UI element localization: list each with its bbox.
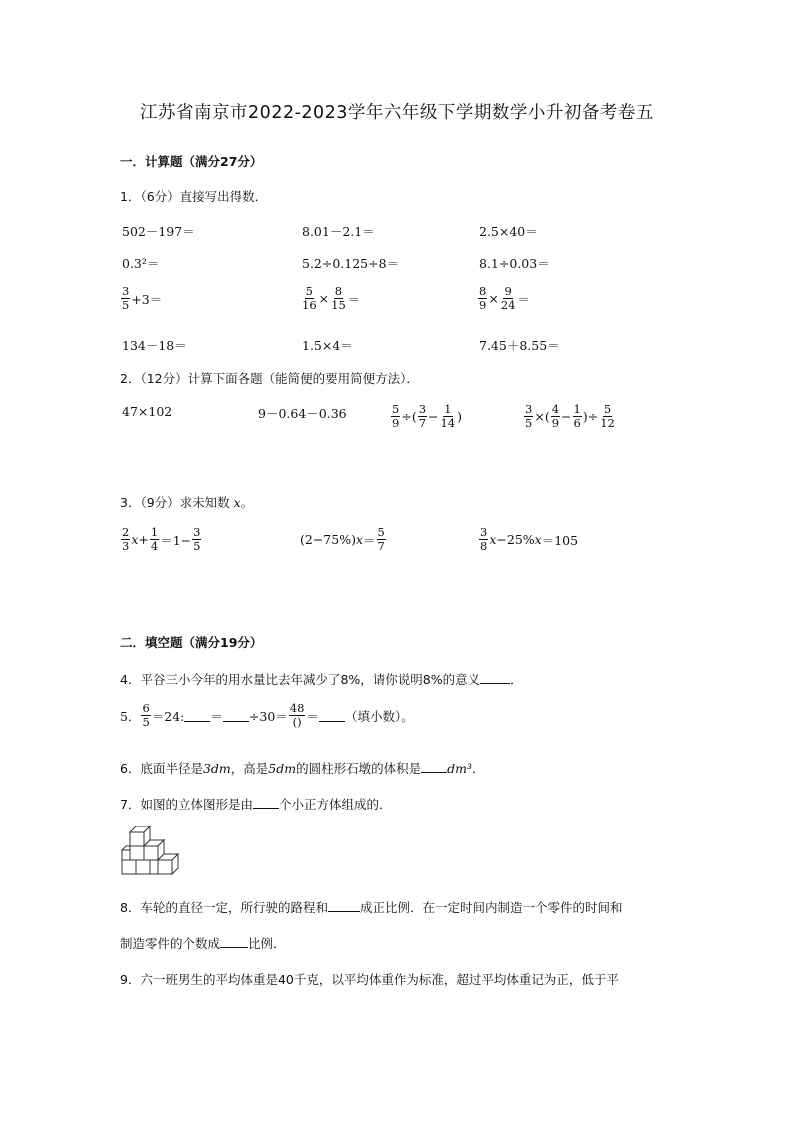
fraction: $\frac{5}{9}$ xyxy=(392,402,400,430)
cube-face xyxy=(144,846,158,860)
question-6: 6．底面半径是3dm，高是5dm的圆柱形石墩的体积是 dm³． xyxy=(120,761,485,776)
cube-face xyxy=(130,846,144,860)
q1-item-8: $\frac{5}{16}$ × $\frac{8}{15}$ ＝ xyxy=(302,284,361,312)
q1-item-1: 502－197＝ xyxy=(122,224,195,239)
fraction: $\frac{5}{16}$ xyxy=(302,284,317,312)
cube-face xyxy=(130,832,144,846)
answer-blank[interactable] xyxy=(223,709,249,722)
cube-face xyxy=(136,860,150,874)
answer-blank[interactable] xyxy=(253,796,279,809)
fraction: $\frac{6}{5}$ xyxy=(142,701,150,729)
fraction: $\frac{48}{()}$ xyxy=(289,701,305,729)
fraction: $\frac{1}{14}$ xyxy=(440,402,456,430)
section-2-heading: 二．填空题（满分19分） xyxy=(120,635,263,650)
question-5: 5． $\frac{6}{5}$ ＝24: ＝ ÷30＝ $\frac{48}{()}$ ＝ （填小数）。 xyxy=(120,701,414,729)
question-8-line-2: 制造零件的个数成 比例． xyxy=(120,936,286,951)
fraction: $\frac{3}{5}$ xyxy=(122,284,130,312)
q3-equation-3: $\frac{3}{8}$ x −25% x ＝105 xyxy=(480,525,579,553)
fraction: $\frac{3}{7}$ xyxy=(418,402,427,430)
fraction: $\frac{5}{7}$ xyxy=(377,525,385,553)
cube-stack-figure xyxy=(120,826,182,878)
q3-equation-2: (2−75%) x ＝ $\frac{5}{7}$ xyxy=(300,525,385,553)
cube-face xyxy=(150,860,158,874)
question-1-label: 1．（6分）直接写出得数． xyxy=(120,189,268,204)
fraction: $\frac{8}{15}$ xyxy=(331,284,346,312)
fraction: $\frac{3}{8}$ xyxy=(480,525,488,553)
q2-expr-3: $\frac{5}{9}$ ÷ ( $\frac{3}{7}$ − $\frac{1}{14}$ ) xyxy=(392,402,463,430)
q1-item-5: 5.2÷0.125÷8＝ xyxy=(302,256,400,271)
question-7: 7．如图的立体图形是由 个小正方体组成的． xyxy=(120,797,392,812)
question-2-label: 2．（12分）计算下面各题（能简便的要用简便方法）． xyxy=(120,371,419,386)
q3-equation-1: $\frac{2}{3}$ x + $\frac{1}{4}$ ＝1− $\frac{3}{5}$ xyxy=(122,525,201,553)
q1-item-6: 8.1÷0.03＝ xyxy=(479,256,550,271)
fraction: $\frac{8}{9}$ xyxy=(479,284,487,312)
q1-item-4: 0.3²＝ xyxy=(122,256,160,271)
q1-item-9: $\frac{8}{9}$ × $\frac{9}{24}$ ＝ xyxy=(479,284,530,312)
q1-item-2: 8.01－2.1＝ xyxy=(302,224,375,239)
answer-blank[interactable] xyxy=(220,935,248,948)
fraction: $\frac{1}{6}$ xyxy=(573,402,581,430)
fraction: $\frac{3}{5}$ xyxy=(525,402,533,430)
q1-item-7: $\frac{3}{5}$ +3＝ xyxy=(122,284,163,312)
document-title: 江苏省南京市2022-2023学年六年级下学期数学小升初备考卷五 xyxy=(140,103,654,123)
answer-blank[interactable] xyxy=(184,709,210,722)
section-1-heading: 一．计算题（满分27分） xyxy=(120,154,263,169)
fraction: $\frac{3}{5}$ xyxy=(193,525,201,553)
question-3-label: 3．（9分）求未知数 x。 xyxy=(120,495,254,510)
q1-item-11: 1.5×4＝ xyxy=(302,338,353,353)
fraction: $\frac{2}{3}$ xyxy=(122,525,130,553)
q2-expr-4: $\frac{3}{5}$ × ( $\frac{4}{9}$ − $\frac{1}{6}$ ) ÷ $\frac{5}{12}$ xyxy=(525,402,615,430)
q1-item-10: 134－18＝ xyxy=(122,338,187,353)
q2-expr-2: 9－0.64－0.36 xyxy=(258,406,347,421)
q1-item-12: 7.45＋8.55＝ xyxy=(479,338,560,353)
q2-expr-1: 47×102 xyxy=(122,404,173,419)
fraction: $\frac{9}{24}$ xyxy=(500,284,516,312)
cube-face xyxy=(122,846,130,850)
answer-blank[interactable] xyxy=(480,671,510,684)
question-8-line-1: 8．车轮的直径一定，所行驶的路程和 成正比例．在一定时间内制造一个零件的时间和 xyxy=(120,900,623,915)
answer-blank[interactable] xyxy=(319,709,345,722)
fraction: $\frac{4}{9}$ xyxy=(551,402,560,430)
q1-item-3: 2.5×40＝ xyxy=(479,224,538,239)
cube-face xyxy=(158,860,172,874)
fraction: $\frac{1}{4}$ xyxy=(150,525,159,553)
answer-blank[interactable] xyxy=(328,899,360,912)
question-9: 9．六一班男生的平均体重是40千克，以平均体重作为标准，超过平均体重记为正，低于平 xyxy=(120,972,619,987)
answer-blank[interactable] xyxy=(421,760,447,773)
fraction: $\frac{5}{12}$ xyxy=(600,402,615,430)
cube-face xyxy=(122,860,136,874)
question-4: 4．平谷三小今年的用水量比去年减少了8%，请你说明8%的意义 ． xyxy=(120,672,523,687)
